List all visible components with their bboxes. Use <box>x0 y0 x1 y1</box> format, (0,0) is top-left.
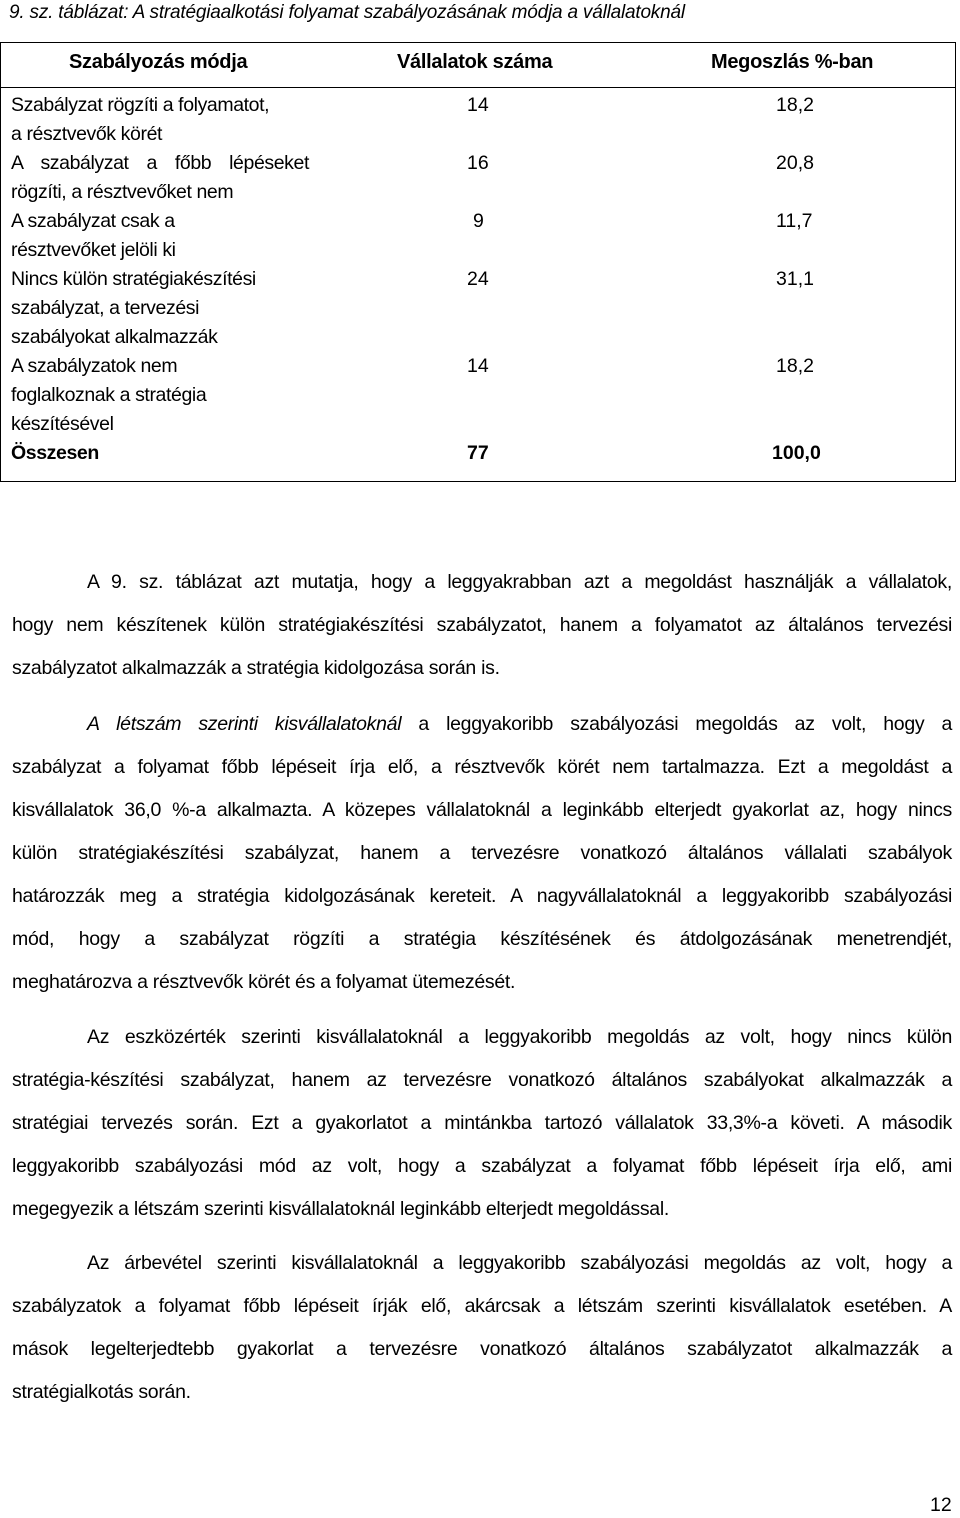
paragraph-line: határozzák meg a stratégia kidolgozásának kereteit. A nagyvállalatoknál a leggyakoribb szabályozási <box>12 885 952 907</box>
table-cell-percent: 20,8 <box>776 152 814 174</box>
paragraph-line: leggyakoribb szabályozási mód az volt, hogy a szabályzat a folyamat főbb lépéseit írja elő, ami <box>12 1155 952 1177</box>
table-row-label: A szabályzat a főbb lépéseket rögzíti, a résztvevőket nem <box>11 152 309 203</box>
paragraph-line: külön stratégiakészítési szabályzat, hanem a tervezésre vonatkozó általános vállalati szabályok <box>12 842 952 864</box>
paragraph-line: stratégia-készítési szabályzat, hanem az tervezésre vonatkozó általános szabályokat alkalmazzák a <box>12 1069 952 1091</box>
table-row-label: A szabályzatok nem foglalkoznak a stratégia készítésével <box>11 355 207 435</box>
paragraph-line: szabályzatot alkalmazzák a stratégia kidolgozása során is. <box>12 657 500 679</box>
paragraph-3 <box>12 1016 952 1231</box>
paragraph-line: mások legelterjedtebb gyakorlat a tervezésre vonatkozó általános szabályzatot alkalmazzák a <box>12 1338 952 1360</box>
paragraph-4 <box>12 1242 952 1414</box>
paragraph-line: A 9. sz. táblázat azt mutatja, hogy a leggyakrabban azt a megoldást használják a vállalatok, <box>87 571 952 593</box>
table-cell-percent: 31,1 <box>776 268 814 290</box>
page-number: 12 <box>930 1494 952 1516</box>
table-cell-count: 24 <box>467 268 489 290</box>
table-row-label: Nincs külön stratégiakészítési szabályzat, a tervezési szabályokat alkalmazzák <box>11 268 256 348</box>
paragraph-line: meghatározva a résztvevők körét és a folyamat ütemezését. <box>12 971 516 993</box>
header-divider <box>1 87 955 88</box>
paragraph-line: szabályzatok a folyamat főbb lépéseit írják elő, akárcsak a létszám szerinti kisvállalatok esetében. A <box>12 1295 952 1317</box>
table-row-label: Szabályzat rögzíti a folyamatot, a résztvevők körét <box>11 94 270 145</box>
paragraph-line: hogy nem készítenek külön stratégiakészítési szabályzatot, hanem a folyamatot az általános tervezési <box>12 614 952 636</box>
column-header-company-count: Vállalatok száma <box>397 51 553 73</box>
table-total-percent: 100,0 <box>772 442 821 464</box>
table-cell-count: 16 <box>467 152 489 174</box>
table-cell-percent: 18,2 <box>776 355 814 377</box>
paragraph-line: A létszám szerinti kisvállalatoknál a leggyakoribb szabályozási megoldás az volt, hogy a <box>87 713 952 735</box>
paragraph-line: kisvállalatok 36,0 %-a alkalmazta. A közepes vállalatoknál a leginkább elterjedt gyakorlat az, hogy nincs <box>12 799 952 821</box>
paragraph-line: Az eszközérték szerinti kisvállalatoknál a leggyakoribb megoldás az volt, hogy nincs külön <box>87 1026 952 1048</box>
paragraph-line: megegyezik a létszám szerinti kisvállalatoknál leginkább elterjedt megoldással. <box>12 1198 669 1220</box>
table-caption: 9. sz. táblázat: A stratégiaalkotási folyamat szabályozásának módja a vállalatoknál <box>9 2 685 23</box>
table-cell-count: 14 <box>467 94 489 116</box>
paragraph-line: stratégiai tervezés során. Ezt a gyakorlatot a mintánkba tartozó vállalatok 33,3%-a követi. A második <box>12 1112 952 1134</box>
paragraph-line: Az árbevétel szerinti kisvállalatoknál a leggyakoribb szabályozási megoldás az volt, hogy a <box>87 1252 952 1274</box>
table-cell-count: 9 <box>473 210 484 232</box>
column-header-distribution: Megoszlás %-ban <box>711 51 874 73</box>
paragraph-1 <box>12 561 952 690</box>
italic-phrase: A létszám szerinti kisvállalatoknál <box>87 713 402 735</box>
table-cell-percent: 18,2 <box>776 94 814 116</box>
table-row-label: A szabályzat csak a résztvevőket jelöli ki <box>11 210 176 261</box>
table-cell-count: 14 <box>467 355 489 377</box>
strategy-regulation-table <box>0 42 956 482</box>
table-total-count: 77 <box>467 442 489 464</box>
table-total-label: Összesen <box>11 442 99 464</box>
table-cell-percent: 11,7 <box>776 210 813 232</box>
paragraph-line: stratégialkotás során. <box>12 1381 191 1403</box>
paragraph-line: szabályzat a folyamat főbb lépéseit írja elő, a résztvevők körét nem tartalmazza. Ezt a megoldást a <box>12 756 952 778</box>
paragraph-line: mód, hogy a szabályzat rögzíti a stratégia készítésének és átdolgozásának menetrendjét, <box>12 928 952 950</box>
paragraph-2 <box>12 703 952 1004</box>
column-header-regulation-mode: Szabályozás módja <box>69 51 248 73</box>
